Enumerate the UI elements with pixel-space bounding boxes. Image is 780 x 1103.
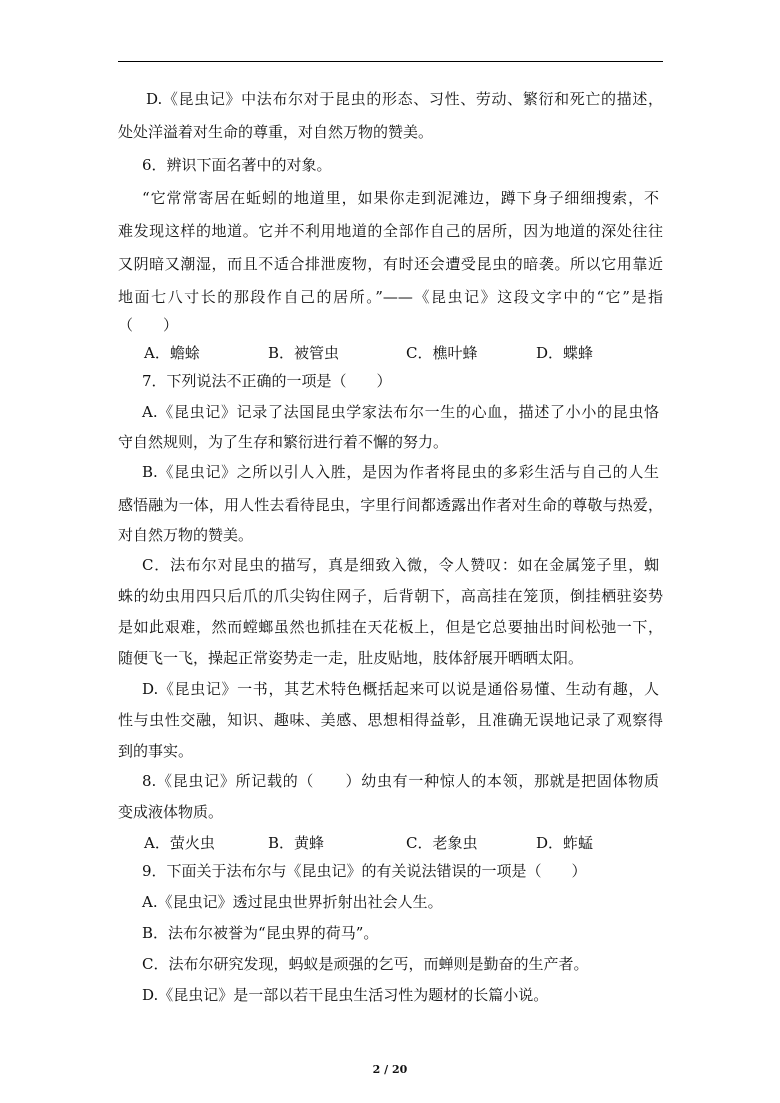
q7-option-b-cont: 对自然万物的赞美。 — [118, 526, 254, 544]
q7-option-d-cont: 性与虫性交融，知识、趣味、美感、思想相得益彰，且准确无误地记录了观察得 — [118, 711, 663, 729]
q9-option-b: B．法布尔被誉为“昆虫界的荷马”。 — [142, 924, 379, 942]
q7-option-d: D.《昆虫记》一书，其艺术特色概括起来可以说是通俗易懂、生动有趣，人 — [142, 680, 659, 698]
q6-option-a: A．蟾蜍 — [144, 344, 200, 362]
q6-option-d: D．蝶蜂 — [536, 344, 594, 362]
q5-option-d: D.《昆虫记》中法布尔对于昆虫的形态、习性、劳动、繁衍和死亡的描述， — [146, 90, 663, 108]
q7-option-c-cont: 是如此艰难，然而螳螂虽然也抓挂在天花板上，但是它总要抽出时间松弛一下， — [118, 618, 663, 636]
q6-passage-line: 又阴暗又潮湿，而且不适合排泄废物，有时还会遭受昆虫的暗袭。所以它用靠近 — [118, 255, 663, 273]
q5-option-d-cont: 处处洋溢着对生命的尊重，对自然万物的赞美。 — [118, 123, 434, 141]
q8-option-c: C．老象虫 — [406, 834, 478, 852]
q8-option-d: D．蚱蜢 — [536, 834, 594, 852]
q9-stem: 9．下面关于法布尔与《昆虫记》的有关说法错误的一项是（ ） — [142, 862, 587, 880]
q6-option-c: C．樵叶蜂 — [406, 344, 478, 362]
page-number: 2 / 20 — [372, 1063, 408, 1076]
q8-stem-cont: 变成液体物质。 — [118, 803, 224, 821]
q6-passage-line: “它常常寄居在蚯蚓的地道里，如果你走到泥滩边，蹲下身子细细搜索，不 — [142, 189, 659, 207]
q6-stem: 6．辨识下面名著中的对象。 — [142, 156, 332, 174]
q8-stem: 8.《昆虫记》所记载的（ ）幼虫有一种惊人的本领，那就是把固体物质 — [142, 772, 659, 790]
q7-option-b: B.《昆虫记》之所以引人入胜，是因为作者将昆虫的多彩生活与自己的人生 — [142, 463, 659, 481]
q8-option-a: A．萤火虫 — [144, 834, 215, 852]
q7-option-c-cont: 随便飞一飞，操起正常姿势走一走，肚皮贴地，肢体舒展开晒晒太阳。 — [118, 649, 584, 667]
q7-stem: 7．下列说法不正确的一项是（ ） — [142, 372, 392, 390]
q6-option-b: B．被管虫 — [268, 344, 340, 362]
q9-option-d: D.《昆虫记》是一部以若干昆虫生活习性为题材的长篇小说。 — [142, 986, 549, 1004]
q7-option-d-cont: 到的事实。 — [118, 742, 194, 760]
q6-passage-line: 地面七八寸长的那段作自己的居所。”——《昆虫记》这段文字中的“它”是指 — [118, 288, 663, 306]
q9-option-c: C．法布尔研究发现，蚂蚁是顽强的乞丐，而蝉则是勤奋的生产者。 — [142, 955, 589, 973]
q6-passage-line: 难发现这样的地道。它并不利用地道的全部作自己的居所，因为地道的深处往往 — [118, 222, 663, 240]
header-rule — [118, 61, 663, 62]
q6-answer-blank: （ ） — [118, 316, 179, 334]
q9-option-a: A.《昆虫记》透过昆虫世界折射出社会人生。 — [142, 893, 443, 911]
q7-option-a: A.《昆虫记》记录了法国昆虫学家法布尔一生的心血，描述了小小的昆虫恪 — [142, 403, 659, 421]
q8-option-b: B．黄蜂 — [268, 834, 325, 852]
q7-option-c-cont: 蛛的幼虫用四只后爪的爪尖钩住网子，后背朝下，高高挂在笼顶，倒挂栖驻姿势 — [118, 587, 663, 605]
q7-option-a-cont: 守自然规则，为了生存和繁衍进行着不懈的努力。 — [118, 433, 449, 451]
q7-option-c: C．法布尔对昆虫的描写，真是细致入微，令人赞叹：如在金属笼子里，蜘 — [142, 556, 659, 574]
q7-option-b-cont: 感悟融为一体，用人性去看待昆虫，字里行间都透露出作者对生命的尊敬与热爱， — [118, 496, 663, 514]
